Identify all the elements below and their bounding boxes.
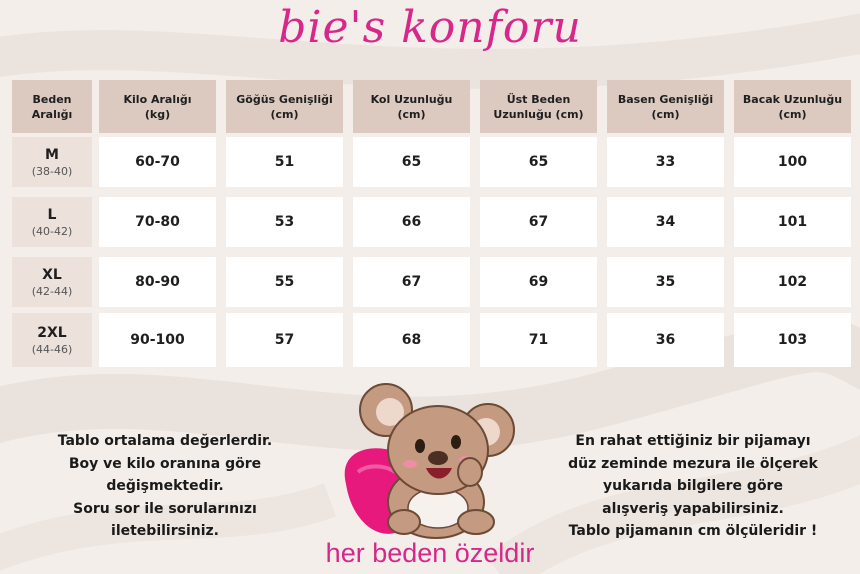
measurement-cell: 35 — [607, 257, 724, 307]
measurement-cell: 66 — [353, 197, 470, 247]
measurement-cell: 65 — [480, 137, 597, 187]
column-header-line: (cm) — [651, 107, 680, 121]
column-header — [480, 80, 597, 133]
column-header-line: Bacak Uzunluğu — [742, 92, 843, 106]
left-note — [30, 430, 300, 543]
right-note-line: En rahat ettiğiniz bir pijamayı — [575, 433, 811, 449]
size-label-cell — [12, 137, 92, 187]
measurement-cell: 71 — [480, 313, 597, 367]
measurement-cell: 57 — [226, 313, 343, 367]
measurement-cell: 101 — [734, 197, 851, 247]
column-header — [734, 80, 851, 133]
column-header-line: Göğüs Genişliği — [236, 92, 333, 106]
measurement-cell: 80-90 — [99, 257, 216, 307]
brand-logo: bie's konforu — [278, 2, 582, 53]
column-header-line: (cm) — [270, 107, 299, 121]
measurement-cell: 53 — [226, 197, 343, 247]
column-header-line: Kol Uzunluğu — [370, 92, 453, 106]
measurement-cell: 36 — [607, 313, 724, 367]
right-note — [548, 430, 838, 543]
measurement-cell: 103 — [734, 313, 851, 367]
measurement-cell: 70-80 — [99, 197, 216, 247]
measurement-cell: 60-70 — [99, 137, 216, 187]
right-note-line: düz zeminde mezura ile ölçerek — [568, 455, 818, 472]
left-note-line: Boy ve kilo oranına göre — [68, 455, 262, 472]
left-note-line: değişmektedir. — [106, 478, 224, 494]
size-name: XL — [42, 266, 62, 283]
column-header-line: Üst Beden — [506, 92, 571, 106]
measurement-cell: 67 — [353, 257, 470, 307]
column-header-line: Uzunluğu (cm) — [493, 107, 584, 121]
right-note-line: Tablo pijamanın cm ölçüleridir ! — [568, 523, 818, 539]
column-header-line: Beden — [32, 92, 72, 106]
right-note-line: alışveriş yapabilirsiniz. — [602, 500, 784, 517]
column-header-line: Basen Genişliği — [617, 92, 714, 106]
column-header — [226, 80, 343, 133]
column-header — [353, 80, 470, 133]
column-header-line: Aralığı — [31, 107, 73, 121]
left-note-line: Tablo ortalama değerlerdir. — [57, 433, 273, 449]
size-name: 2XL — [37, 324, 67, 341]
left-note-line: iletebilirsiniz. — [111, 523, 219, 539]
right-note-line: yukarıda bilgilere göre — [603, 478, 783, 494]
size-name: L — [47, 206, 57, 223]
measurement-cell: 68 — [353, 313, 470, 367]
measurement-cell: 55 — [226, 257, 343, 307]
column-header — [12, 80, 92, 133]
koala-with-pillow-icon — [338, 372, 528, 544]
left-note-line: Soru sor ile sorularınızı — [73, 500, 257, 517]
column-header — [607, 80, 724, 133]
column-header-line: (cm) — [778, 107, 807, 121]
measurement-cell: 100 — [734, 137, 851, 187]
column-header-line: (cm) — [397, 107, 426, 121]
size-range: (38-40) — [31, 164, 73, 178]
measurement-cell: 90-100 — [99, 313, 216, 367]
measurement-cell: 67 — [480, 197, 597, 247]
slogan: her beden özeldir — [325, 538, 535, 568]
column-header — [99, 80, 216, 133]
size-label-cell — [12, 257, 92, 307]
size-range: (42-44) — [31, 284, 73, 298]
size-range: (40-42) — [31, 224, 73, 238]
measurement-cell: 69 — [480, 257, 597, 307]
size-range: (44-46) — [31, 342, 73, 356]
size-label-cell — [12, 197, 92, 247]
measurement-cell: 65 — [353, 137, 470, 187]
column-header-line: Kilo Aralığı — [123, 92, 192, 106]
measurement-cell: 102 — [734, 257, 851, 307]
measurement-cell: 33 — [607, 137, 724, 187]
column-header-line: (kg) — [144, 107, 171, 121]
measurement-cell: 51 — [226, 137, 343, 187]
size-label-cell — [12, 313, 92, 367]
measurement-cell: 34 — [607, 197, 724, 247]
size-name: M — [45, 146, 59, 163]
